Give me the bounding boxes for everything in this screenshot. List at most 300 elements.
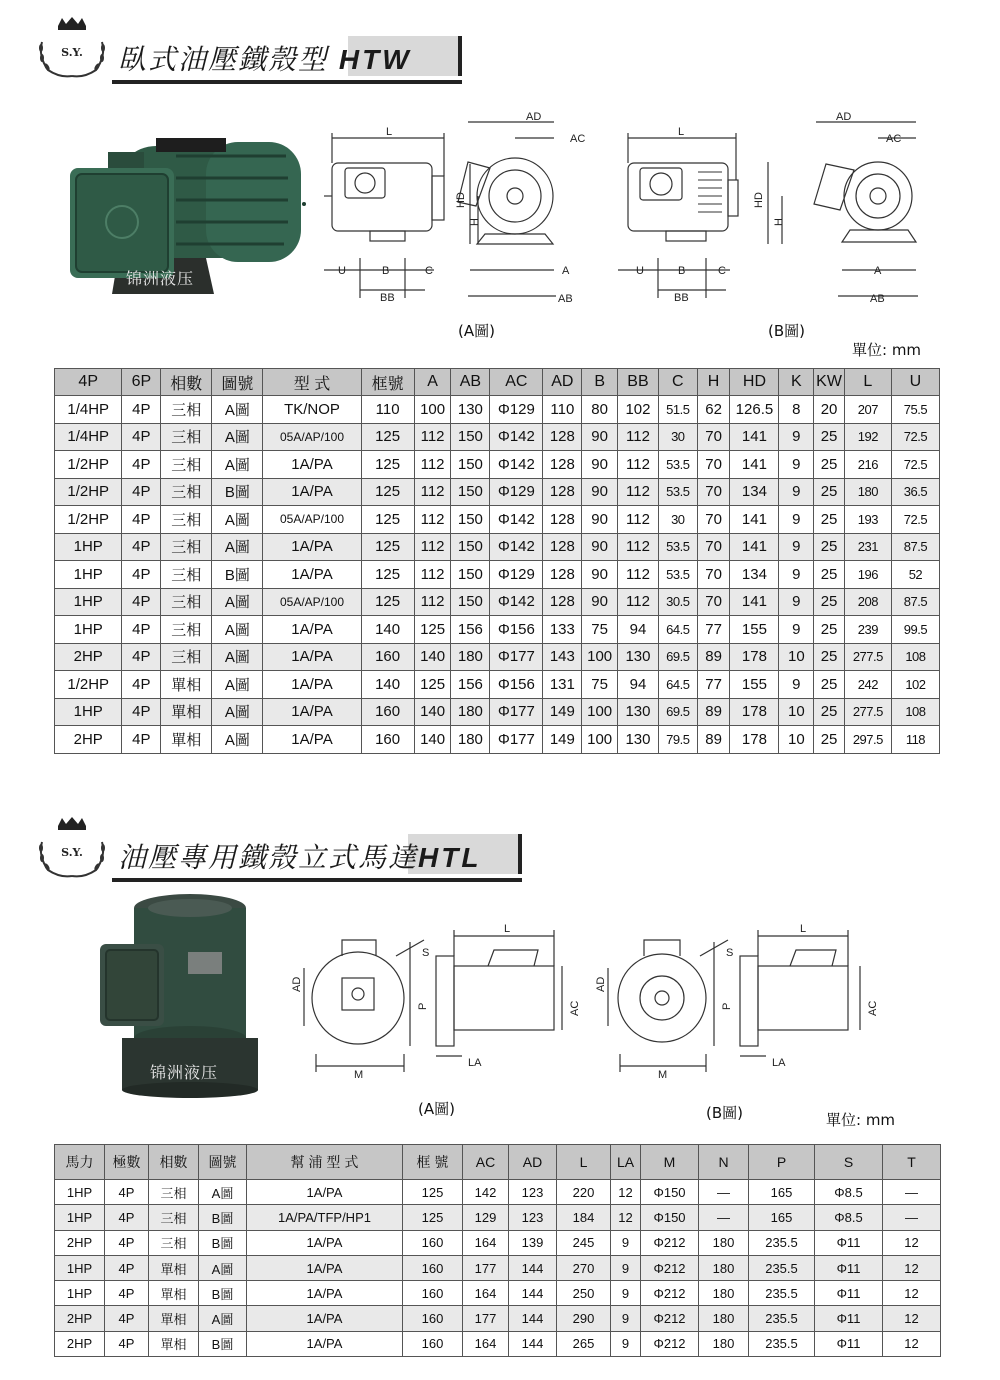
dim-label-b: B [678, 265, 686, 277]
table-cell: 128 [543, 478, 582, 506]
table-cell: 05A/AP/100 [263, 506, 361, 534]
table-cell: 208 [844, 588, 891, 616]
column-header: 幫 浦 型 式 [247, 1145, 403, 1180]
table-cell: 1A/PA/TFP/HP1 [247, 1205, 403, 1230]
column-header: 極數 [105, 1145, 149, 1180]
column-header: B [582, 369, 618, 396]
column-header: H [697, 369, 730, 396]
table-cell: 1HP [55, 1281, 105, 1306]
table-cell: Φ212 [641, 1255, 699, 1280]
table-cell: 144 [509, 1281, 557, 1306]
table-cell: 4P [122, 616, 161, 644]
table-cell: 94 [618, 616, 659, 644]
table-cell: 25 [814, 643, 845, 671]
table-cell: A圖 [212, 533, 263, 561]
table-cell: 128 [543, 561, 582, 589]
table-cell: TK/NOP [263, 396, 361, 424]
htl-unit: 單位: mm [826, 1111, 896, 1129]
table-row [55, 533, 940, 561]
table-cell: 9 [611, 1281, 641, 1306]
table-cell: 4P [122, 643, 161, 671]
table-cell: 20 [814, 396, 845, 424]
table-row [55, 1180, 941, 1205]
table-cell: 75.5 [891, 396, 939, 424]
table-cell: 100 [582, 698, 618, 726]
table-cell: 2HP [55, 1306, 105, 1331]
table-cell: 1/2HP [55, 506, 122, 534]
table-cell: 112 [618, 588, 659, 616]
table-cell: 80 [582, 396, 618, 424]
table-cell: 4P [122, 726, 161, 754]
dim-label-m: M [658, 1069, 668, 1081]
table-cell: 242 [844, 671, 891, 699]
table-cell: 77 [697, 671, 730, 699]
htw-title-bar [112, 36, 462, 84]
column-header: AD [543, 369, 582, 396]
table-cell: 141 [730, 533, 779, 561]
table-cell: 12 [883, 1230, 941, 1255]
table-cell: 99.5 [891, 616, 939, 644]
dim-label-ad: AD [836, 111, 852, 123]
dim-label-p: P [721, 1002, 733, 1010]
table-cell: B圖 [212, 478, 263, 506]
table-row [55, 451, 940, 479]
table-cell: 160 [361, 726, 414, 754]
table-cell: Φ177 [490, 698, 543, 726]
table-cell: 141 [730, 423, 779, 451]
table-cell: 4P [122, 561, 161, 589]
table-cell: 125 [361, 506, 414, 534]
table-cell: 25 [814, 423, 845, 451]
table-cell: 160 [403, 1306, 463, 1331]
table-cell: 2HP [55, 726, 122, 754]
table-cell: 9 [611, 1255, 641, 1280]
table-cell: 112 [414, 588, 451, 616]
table-cell: 79.5 [658, 726, 697, 754]
brand-logo [32, 16, 112, 80]
table-cell: 1HP [55, 1255, 105, 1280]
table-cell: 10 [779, 698, 814, 726]
table-cell: 53.5 [658, 478, 697, 506]
table-cell: 1A/PA [247, 1306, 403, 1331]
table-cell: 25 [814, 671, 845, 699]
table-cell: 245 [557, 1230, 611, 1255]
table-cell: 三相 [161, 506, 212, 534]
table-cell: A圖 [199, 1306, 247, 1331]
table-cell: 90 [582, 423, 618, 451]
table-cell: 125 [361, 478, 414, 506]
table-cell: 53.5 [658, 561, 697, 589]
table-cell: 144 [509, 1255, 557, 1280]
htw-watermark: 锦洲液压 [126, 269, 195, 288]
table-cell: 4P [105, 1255, 149, 1280]
column-header: 圖號 [212, 369, 263, 396]
htl-caption-b: (B圖) [706, 1104, 743, 1122]
table-cell: 160 [361, 643, 414, 671]
column-header: 相數 [149, 1145, 199, 1180]
table-cell: Φ129 [490, 478, 543, 506]
table-cell: 192 [844, 423, 891, 451]
table-cell: 64.5 [658, 616, 697, 644]
table-cell: — [699, 1180, 749, 1205]
table-cell: 128 [543, 533, 582, 561]
table-cell: 4P [105, 1180, 149, 1205]
table-row [55, 616, 940, 644]
table-cell: 9 [611, 1331, 641, 1356]
table-cell: 140 [361, 671, 414, 699]
table-cell: 130 [618, 726, 659, 754]
table-cell: 三相 [161, 396, 212, 424]
table-cell: 143 [543, 643, 582, 671]
table-cell: 112 [414, 423, 451, 451]
table-cell: 239 [844, 616, 891, 644]
table-cell: 64.5 [658, 671, 697, 699]
table-cell: 1A/PA [263, 561, 361, 589]
table-cell: 180 [844, 478, 891, 506]
dim-label-l: L [678, 126, 685, 138]
table-cell: 134 [730, 478, 779, 506]
column-header: U [891, 369, 939, 396]
table-cell: 1HP [55, 698, 122, 726]
table-cell: 150 [451, 561, 490, 589]
table-cell: 277.5 [844, 698, 891, 726]
dim-label-ac: AC [570, 133, 586, 145]
table-cell: 1A/PA [263, 671, 361, 699]
dim-label-ac: AC [867, 1000, 879, 1016]
table-cell: 9 [779, 561, 814, 589]
table-cell: 12 [883, 1281, 941, 1306]
table-cell: 單相 [149, 1331, 199, 1356]
table-cell: 131 [543, 671, 582, 699]
table-cell: 110 [361, 396, 414, 424]
table-cell: 180 [699, 1230, 749, 1255]
dim-label-bb: BB [380, 292, 395, 304]
htw-unit: 單位: mm [852, 341, 922, 359]
table-cell: 30.5 [658, 588, 697, 616]
table-cell: A圖 [212, 643, 263, 671]
table-cell: 125 [361, 588, 414, 616]
table-cell: A圖 [212, 396, 263, 424]
table-cell: 單相 [161, 698, 212, 726]
column-header: BB [618, 369, 659, 396]
table-cell: 112 [618, 478, 659, 506]
table-cell: Φ11 [815, 1255, 883, 1280]
table-cell: 180 [699, 1331, 749, 1356]
table-cell: 150 [451, 506, 490, 534]
table-cell: 231 [844, 533, 891, 561]
column-header: C [658, 369, 697, 396]
dim-label-u: U [636, 265, 644, 277]
table-cell: 90 [582, 506, 618, 534]
table-cell: 102 [618, 396, 659, 424]
table-cell: A圖 [212, 423, 263, 451]
table-cell: 277.5 [844, 643, 891, 671]
table-cell: 297.5 [844, 726, 891, 754]
table-cell: 1HP [55, 561, 122, 589]
table-cell: 三相 [161, 561, 212, 589]
table-cell: Φ142 [490, 533, 543, 561]
table-cell: 30 [658, 423, 697, 451]
table-cell: 270 [557, 1255, 611, 1280]
dim-label-ac: AC [569, 1000, 581, 1016]
table-cell: Φ177 [490, 726, 543, 754]
dim-label-la: LA [772, 1057, 786, 1069]
table-cell: 123 [509, 1205, 557, 1230]
column-header: AC [490, 369, 543, 396]
table-cell: 141 [730, 506, 779, 534]
dim-label-b: B [382, 265, 390, 277]
table-cell: 9 [611, 1230, 641, 1255]
table-cell: 53.5 [658, 533, 697, 561]
brand-logo [32, 816, 112, 880]
table-cell: 25 [814, 451, 845, 479]
column-header: L [557, 1145, 611, 1180]
table-cell: 149 [543, 726, 582, 754]
table-cell: 164 [463, 1331, 509, 1356]
table-cell: 4P [105, 1230, 149, 1255]
table-cell: 165 [749, 1205, 815, 1230]
table-cell: 160 [403, 1331, 463, 1356]
dim-label-l: L [800, 923, 807, 935]
table-cell: 70 [697, 451, 730, 479]
table-cell: 177 [463, 1255, 509, 1280]
table-cell: — [883, 1205, 941, 1230]
table-cell: 112 [414, 561, 451, 589]
logo-text: S.Y. [61, 46, 83, 59]
table-cell: 149 [543, 698, 582, 726]
table-cell: 三相 [161, 478, 212, 506]
table-cell: 1A/PA [247, 1255, 403, 1280]
table-cell: 三相 [161, 588, 212, 616]
table-cell: 125 [361, 561, 414, 589]
table-cell: 128 [543, 423, 582, 451]
dim-label-h: H [773, 218, 785, 226]
dim-label-a: A [562, 265, 570, 277]
dim-label-hd: HD [753, 192, 765, 208]
table-cell: 4P [122, 396, 161, 424]
table-cell: 180 [699, 1255, 749, 1280]
dim-label-ad: AD [526, 111, 542, 123]
htl-header-row [55, 1145, 941, 1180]
dim-label-c: C [425, 265, 433, 277]
table-row [55, 588, 940, 616]
table-cell: 142 [463, 1180, 509, 1205]
table-cell: 112 [618, 561, 659, 589]
table-cell: 1HP [55, 1205, 105, 1230]
table-cell: 90 [582, 561, 618, 589]
table-cell: 112 [618, 451, 659, 479]
column-header: AB [451, 369, 490, 396]
table-cell: Φ142 [490, 423, 543, 451]
htl-diagram-b [590, 916, 900, 1096]
table-cell: 150 [451, 588, 490, 616]
table-cell: 9 [779, 616, 814, 644]
table-cell: 05A/AP/100 [263, 423, 361, 451]
column-header: P [749, 1145, 815, 1180]
column-header: KW [814, 369, 845, 396]
table-cell: 1HP [55, 588, 122, 616]
table-cell: 128 [543, 451, 582, 479]
table-cell: Φ8.5 [815, 1205, 883, 1230]
table-cell: 235.5 [749, 1331, 815, 1356]
table-cell: 140 [361, 616, 414, 644]
table-cell: 30 [658, 506, 697, 534]
table-cell: 155 [730, 616, 779, 644]
table-cell: 1/2HP [55, 451, 122, 479]
table-cell: 三相 [161, 643, 212, 671]
table-cell: Φ156 [490, 671, 543, 699]
table-cell: A圖 [212, 698, 263, 726]
column-header: 圖號 [199, 1145, 247, 1180]
table-cell: 25 [814, 506, 845, 534]
dim-label-ac: AC [886, 133, 902, 145]
table-cell: 三相 [149, 1230, 199, 1255]
table-cell: 108 [891, 698, 939, 726]
table-cell: 77 [697, 616, 730, 644]
column-header: 4P [55, 369, 122, 396]
column-header: LA [611, 1145, 641, 1180]
table-cell: 1A/PA [263, 698, 361, 726]
table-cell: 10 [779, 643, 814, 671]
table-cell: A圖 [212, 588, 263, 616]
table-cell: 53.5 [658, 451, 697, 479]
htl-model: HTL [418, 842, 482, 873]
table-cell: 三相 [161, 423, 212, 451]
table-cell: 112 [414, 451, 451, 479]
table-cell: 87.5 [891, 533, 939, 561]
dim-label-s: S [726, 947, 734, 959]
table-cell: 25 [814, 616, 845, 644]
table-cell: 126.5 [730, 396, 779, 424]
table-cell: Φ129 [490, 561, 543, 589]
table-cell: 140 [414, 726, 451, 754]
table-cell: 單相 [149, 1281, 199, 1306]
table-cell: 75 [582, 671, 618, 699]
table-cell: 112 [414, 478, 451, 506]
table-cell: 290 [557, 1306, 611, 1331]
table-cell: Φ156 [490, 616, 543, 644]
logo-text: S.Y. [61, 846, 83, 859]
column-header: T [883, 1145, 941, 1180]
table-cell: 70 [697, 423, 730, 451]
column-header: L [844, 369, 891, 396]
table-cell: 160 [361, 698, 414, 726]
table-cell: 52 [891, 561, 939, 589]
table-cell: 1HP [55, 1180, 105, 1205]
htw-caption-a: (A圖) [458, 322, 495, 340]
table-cell: 235.5 [749, 1281, 815, 1306]
table-cell: Φ11 [815, 1331, 883, 1356]
table-cell: 70 [697, 588, 730, 616]
table-cell: 1A/PA [247, 1281, 403, 1306]
table-row [55, 1255, 941, 1280]
table-cell: 25 [814, 533, 845, 561]
table-cell: Φ212 [641, 1306, 699, 1331]
table-cell: 12 [883, 1255, 941, 1280]
table-cell: 94 [618, 671, 659, 699]
table-cell: 125 [403, 1180, 463, 1205]
table-cell: 100 [414, 396, 451, 424]
table-cell: 90 [582, 451, 618, 479]
htw-diagram-a [310, 108, 630, 323]
table-cell: 72.5 [891, 506, 939, 534]
table-cell: Φ150 [641, 1205, 699, 1230]
table-cell: 9 [779, 588, 814, 616]
table-cell: 4P [122, 423, 161, 451]
table-cell: 125 [361, 451, 414, 479]
table-cell: Φ11 [815, 1281, 883, 1306]
column-header: M [641, 1145, 699, 1180]
table-cell: 150 [451, 451, 490, 479]
column-header: AC [463, 1145, 509, 1180]
table-cell: Φ212 [641, 1331, 699, 1356]
table-cell: 129 [463, 1205, 509, 1230]
table-cell: 130 [451, 396, 490, 424]
htw-model: HTW [338, 44, 412, 75]
table-cell: 2HP [55, 643, 122, 671]
table-cell: 9 [779, 423, 814, 451]
table-cell: A圖 [212, 671, 263, 699]
table-row [55, 1205, 941, 1230]
table-cell: 12 [611, 1180, 641, 1205]
table-cell: B圖 [199, 1205, 247, 1230]
htl-spec-table [54, 1144, 941, 1357]
table-row [55, 726, 940, 754]
table-cell: 150 [451, 533, 490, 561]
table-cell: 118 [891, 726, 939, 754]
table-cell: 144 [509, 1331, 557, 1356]
table-cell: 1A/PA [263, 726, 361, 754]
table-cell: 4P [122, 478, 161, 506]
table-cell: 125 [361, 423, 414, 451]
htw-header-row [55, 369, 940, 396]
table-cell: 177 [463, 1306, 509, 1331]
table-cell: 三相 [161, 533, 212, 561]
table-cell: 180 [451, 726, 490, 754]
table-cell: 125 [403, 1205, 463, 1230]
table-cell: 36.5 [891, 478, 939, 506]
table-cell: 25 [814, 726, 845, 754]
table-cell: 89 [697, 643, 730, 671]
table-cell: 193 [844, 506, 891, 534]
htl-title-bar [112, 834, 522, 882]
column-header: 相數 [161, 369, 212, 396]
table-cell: 10 [779, 726, 814, 754]
table-cell: B圖 [199, 1331, 247, 1356]
table-cell: 141 [730, 588, 779, 616]
table-cell: 4P [122, 506, 161, 534]
htl-caption-a: (A圖) [418, 1100, 455, 1118]
table-cell: 1/2HP [55, 671, 122, 699]
htw-diagram-b [618, 108, 928, 323]
table-cell: 12 [883, 1306, 941, 1331]
table-cell: 216 [844, 451, 891, 479]
table-cell: 25 [814, 561, 845, 589]
dim-label-bb: BB [674, 292, 689, 304]
table-cell: 1/2HP [55, 478, 122, 506]
table-cell: 05A/AP/100 [263, 588, 361, 616]
table-cell: 180 [699, 1281, 749, 1306]
table-cell: Φ129 [490, 396, 543, 424]
dim-label-u: U [338, 265, 346, 277]
table-cell: 133 [543, 616, 582, 644]
column-header: HD [730, 369, 779, 396]
table-cell: A圖 [199, 1180, 247, 1205]
table-cell: 112 [414, 506, 451, 534]
table-cell: 90 [582, 478, 618, 506]
column-header: S [815, 1145, 883, 1180]
htw-spec-table [54, 368, 940, 754]
